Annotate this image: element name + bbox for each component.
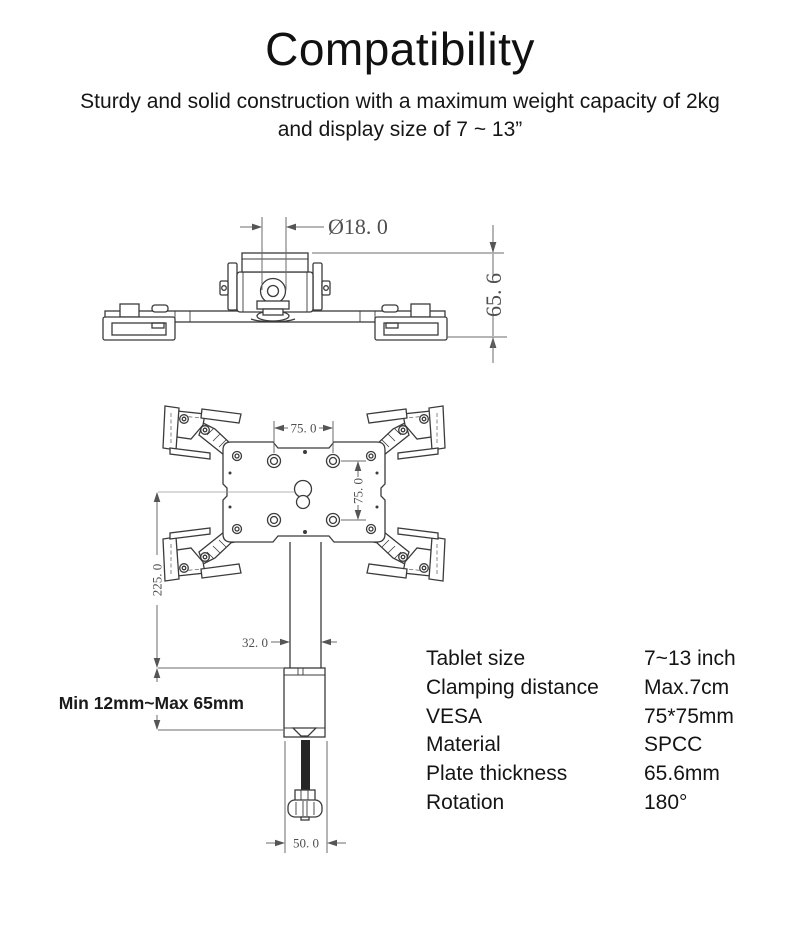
clamp-knob <box>288 790 322 820</box>
side-view-bracket <box>103 253 447 340</box>
dimension-vesa-75-vertical: 75. 0 <box>350 478 366 504</box>
subtitle-line-2: and display size of 7 ~ 13” <box>277 118 523 141</box>
center-keyhole <box>295 481 312 509</box>
subtitle-line-1: Sturdy and solid construction with a maximum weight capacity of 2kg <box>80 90 720 113</box>
spec-value: 75*75mm <box>644 704 734 728</box>
spec-list <box>426 645 786 818</box>
spec-label: Plate thickness <box>426 762 568 786</box>
dimension-plate-height-65-6: 65. 6 <box>481 273 506 317</box>
spec-label: Clamping distance <box>426 675 599 699</box>
spec-value: 7~13 inch <box>644 647 736 670</box>
spec-row-plate-thickness <box>426 760 786 789</box>
spec-row-tablet-size <box>426 645 786 674</box>
dimension-pole-length-225: 225. 0 <box>149 563 165 597</box>
spec-label: Rotation <box>426 790 505 814</box>
page-subtitle <box>0 88 800 144</box>
dimension-clamp-width-50: 50. 0 <box>293 835 319 851</box>
spec-row-clamping-distance <box>426 674 786 703</box>
dimension-pole-width-32: 32. 0 <box>242 635 268 650</box>
height-dimension <box>312 225 507 363</box>
page-title: Compatibility <box>265 23 535 75</box>
spec-label: Material <box>426 733 501 757</box>
clamping-range-dimension <box>59 668 283 730</box>
spec-label: VESA <box>426 704 483 728</box>
dimension-clamping-range: Min 12mm~Max 65mm <box>58 693 244 713</box>
front-view-technical-drawing <box>55 385 475 865</box>
spec-row-rotation <box>426 789 786 818</box>
spec-value: 180° <box>644 790 688 814</box>
support-pole <box>290 542 321 668</box>
spec-value: SPCC <box>644 733 703 757</box>
clamp-screw-rod <box>301 740 310 792</box>
desk-clamp-body <box>284 668 325 820</box>
dimension-vesa-75-horizontal: 75. 0 <box>290 420 317 436</box>
dimension-diameter-18: Ø18. 0 <box>328 214 388 239</box>
spec-label: Tablet size <box>426 647 526 670</box>
side-view-technical-drawing <box>90 195 520 377</box>
pivot-circle <box>261 279 286 304</box>
spec-row-vesa <box>426 703 786 732</box>
spec-value: 65.6mm <box>644 762 720 786</box>
spec-row-material <box>426 731 786 760</box>
spec-value: Max.7cm <box>644 675 730 699</box>
